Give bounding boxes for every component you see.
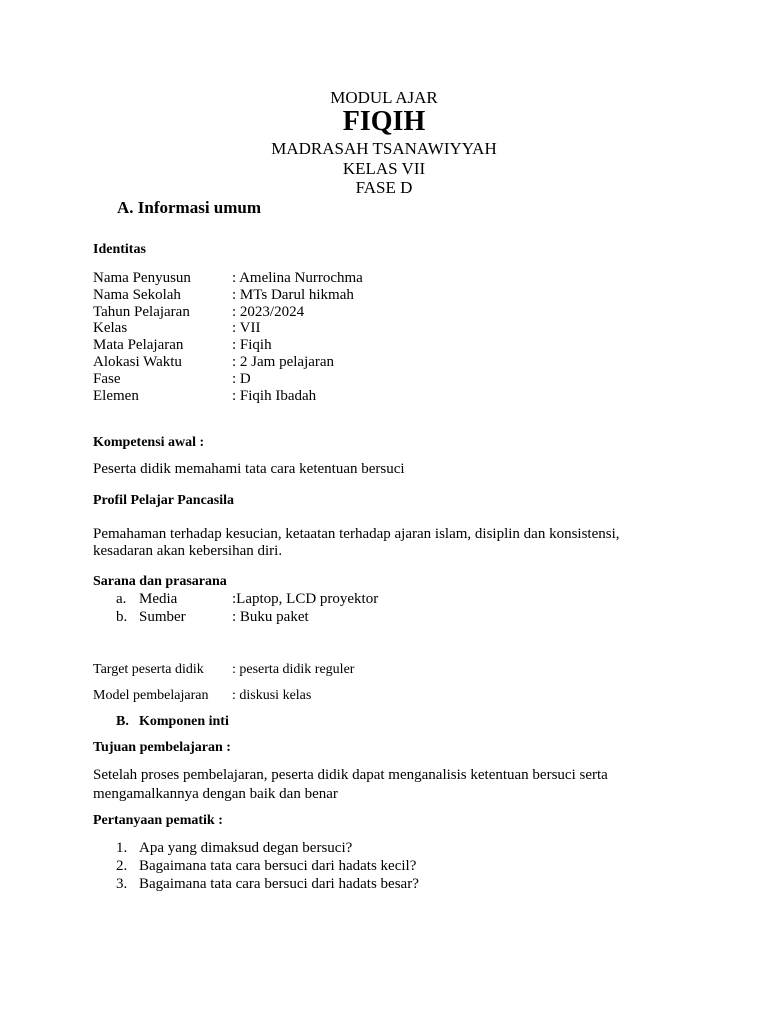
tujuan-text-line: mengamalkannya dengan baik dan benar <box>93 786 338 802</box>
list-marker: b. <box>116 609 128 625</box>
sarana-value: : Buku paket <box>232 609 309 625</box>
identity-value: : D <box>232 371 251 387</box>
identity-label: Elemen <box>93 388 139 404</box>
sarana-label: Media <box>139 591 178 607</box>
pertanyaan-heading: Pertanyaan pematik : <box>93 813 223 828</box>
school-type: MADRASAH TSANAWIYYAH <box>271 139 497 158</box>
target-value: : peserta didik reguler <box>232 662 355 677</box>
identity-value: : Amelina Nurrochma <box>232 270 363 286</box>
class-level: KELAS VII <box>342 159 426 178</box>
identity-label: Mata Pelajaran <box>93 337 184 353</box>
profil-heading: Profil Pelajar Pancasila <box>93 493 235 508</box>
kompetensi-text: Peserta didik memahami tata cara ketentuan bersuci <box>93 461 405 477</box>
kompetensi-heading: Kompetensi awal : <box>93 435 205 450</box>
profil-text-line: kesadaran akan kebersihan diri. <box>93 543 283 559</box>
list-marker: 3. <box>116 876 128 892</box>
phase: FASE D <box>355 178 413 197</box>
doc-title: FIQIH <box>342 106 426 137</box>
tujuan-heading: Tujuan pembelajaran : <box>93 740 231 755</box>
identity-value: : 2 Jam pelajaran <box>232 354 335 370</box>
identity-label: Tahun Pelajaran <box>93 304 190 320</box>
profil-text-line: Pemahaman terhadap kesucian, ketaatan terhadap ajaran islam, disiplin dan konsistensi, <box>93 526 620 542</box>
identity-label: Nama Sekolah <box>93 287 181 303</box>
doc-label: MODUL AJAR <box>330 88 438 107</box>
question-item: Apa yang dimaksud degan bersuci? <box>139 840 353 856</box>
identity-label: Alokasi Waktu <box>93 354 182 370</box>
section-b-marker: B. <box>116 714 129 729</box>
section-b-heading: Komponen inti <box>139 714 229 729</box>
identity-label: Fase <box>93 371 121 387</box>
list-marker: 1. <box>116 840 128 856</box>
identity-value: : Fiqih Ibadah <box>232 388 317 404</box>
identity-label: Kelas <box>93 320 128 336</box>
identity-value: : 2023/2024 <box>232 304 305 320</box>
model-value: : diskusi kelas <box>232 688 312 703</box>
question-item: Bagaimana tata cara bersuci dari hadats besar? <box>139 876 419 892</box>
model-label: Model pembelajaran <box>93 688 209 703</box>
identity-value: : MTs Darul hikmah <box>232 287 354 303</box>
target-label: Target peserta didik <box>93 662 204 677</box>
identity-value: : VII <box>232 320 261 336</box>
list-marker: 2. <box>116 858 128 874</box>
tujuan-text-line: Setelah proses pembelajaran, peserta didik dapat menganalisis ketentuan bersuci serta <box>93 767 608 783</box>
sarana-value: :Laptop, LCD proyektor <box>232 591 379 607</box>
sarana-label: Sumber <box>139 609 186 625</box>
list-marker: a. <box>116 591 127 607</box>
identity-label: Nama Penyusun <box>93 270 191 286</box>
section-a-heading: A. Informasi umum <box>117 198 262 217</box>
sarana-heading: Sarana dan prasarana <box>93 574 227 589</box>
identitas-heading: Identitas <box>93 242 146 257</box>
identity-value: : Fiqih <box>232 337 272 353</box>
question-item: Bagaimana tata cara bersuci dari hadats kecil? <box>139 858 417 874</box>
